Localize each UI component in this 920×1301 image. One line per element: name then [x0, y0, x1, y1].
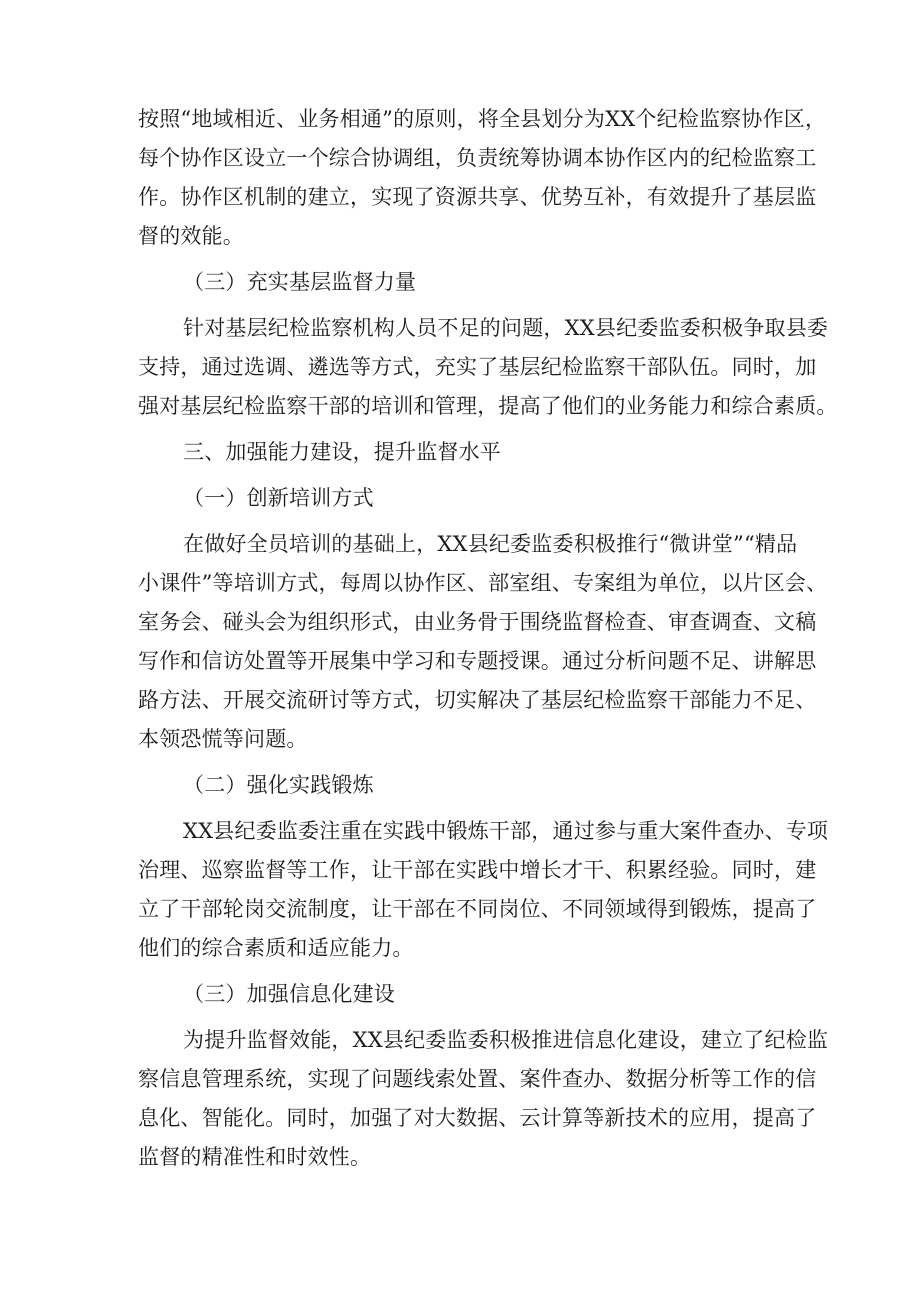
paragraph-training	[138, 525, 828, 759]
text-line: XX县纪委监委注重在实践中锻炼干部，通过参与重大案件查办、专项	[183, 819, 829, 843]
text-line: 按照“地域相近、业务相通”的原则，将全县划分为XX个纪检监察协作区，	[138, 107, 827, 131]
heading-text: （三）加强信息化建设	[183, 982, 395, 1006]
document-body	[138, 100, 838, 1184]
text-line: 针对基层纪检监察机构人员不足的问题，XX县纪委监委积极争取县委	[183, 316, 829, 340]
paragraph-staffing	[138, 309, 838, 426]
subheading-practice	[138, 766, 788, 805]
text-line: 治理、巡察监督等工作，让干部在实践中增长才干、积累经验。同时，建	[138, 858, 817, 882]
text-line: 支持，通过选调、遴选等方式，充实了基层纪检监察干部队伍。同时，加	[138, 355, 817, 379]
subheading-enrich-supervision-force	[138, 263, 788, 302]
text-line: 写作和信访处置等开展集中学习和专题授课。通过分析问题不足、讲解思	[138, 649, 817, 673]
text-line: 路方法、开展交流研讨等方式，切实解决了基层纪检监察干部能力不足、	[138, 688, 817, 712]
text-line: 强对基层纪检监察干部的培训和管理，提高了他们的业务能力和综合素质。	[138, 394, 838, 418]
heading-text: （一）创新培训方式	[183, 486, 374, 510]
text-line: 室务会、碰头会为组织形式，由业务骨于围绕监督检查、审查调查、文稿	[138, 610, 817, 634]
text-line: 每个协作区设立一个综合协调组，负责统筹协调本协作区内的纪检监察工	[138, 146, 817, 170]
text-line: 督的效能。	[138, 224, 244, 248]
paragraph-informatization	[138, 1021, 829, 1177]
text-line: 在做好全员培训的基础上，XX县纪委监委积极推行“微讲堂”“精品	[183, 532, 798, 556]
section-heading-capacity-building	[138, 433, 788, 472]
text-line: 为提升监督效能，XX县纪委监委积极推进信息化建设，建立了纪检监	[183, 1028, 829, 1052]
subheading-informatization	[138, 975, 788, 1014]
text-line: 息化、智能化。同时，加强了对大数据、云计算等新技术的应用，提高了	[138, 1106, 817, 1130]
paragraph-collaboration-zones	[138, 100, 827, 256]
text-line: 监督的精准性和时效性。	[138, 1145, 372, 1169]
text-line: 立了干部轮岗交流制度，让干部在不同岗位、不同领域得到锻炼，提高了	[138, 897, 817, 921]
text-line: 作。协作区机制的建立，实现了资源共享、优势互补，有效提升了基层监	[138, 185, 817, 209]
subheading-training-methods	[138, 479, 788, 518]
heading-text: （二）强化实践锻炼	[183, 773, 374, 797]
text-line: 察信息管理系统，实现了问题线索处置、案件查办、数据分析等工作的信	[138, 1067, 817, 1091]
paragraph-practice	[138, 812, 829, 968]
text-line: 他们的综合素质和适应能力。	[138, 936, 414, 960]
heading-text: 三、加强能力建设，提升监督水平	[183, 440, 501, 464]
text-line: 本领恐慌等问题。	[138, 727, 308, 751]
text-line: 小课件”等培训方式，每周以协作区、部室组、专案组为单位，以片区会、	[138, 571, 828, 595]
heading-text: （三）充实基层监督力量	[183, 270, 417, 294]
